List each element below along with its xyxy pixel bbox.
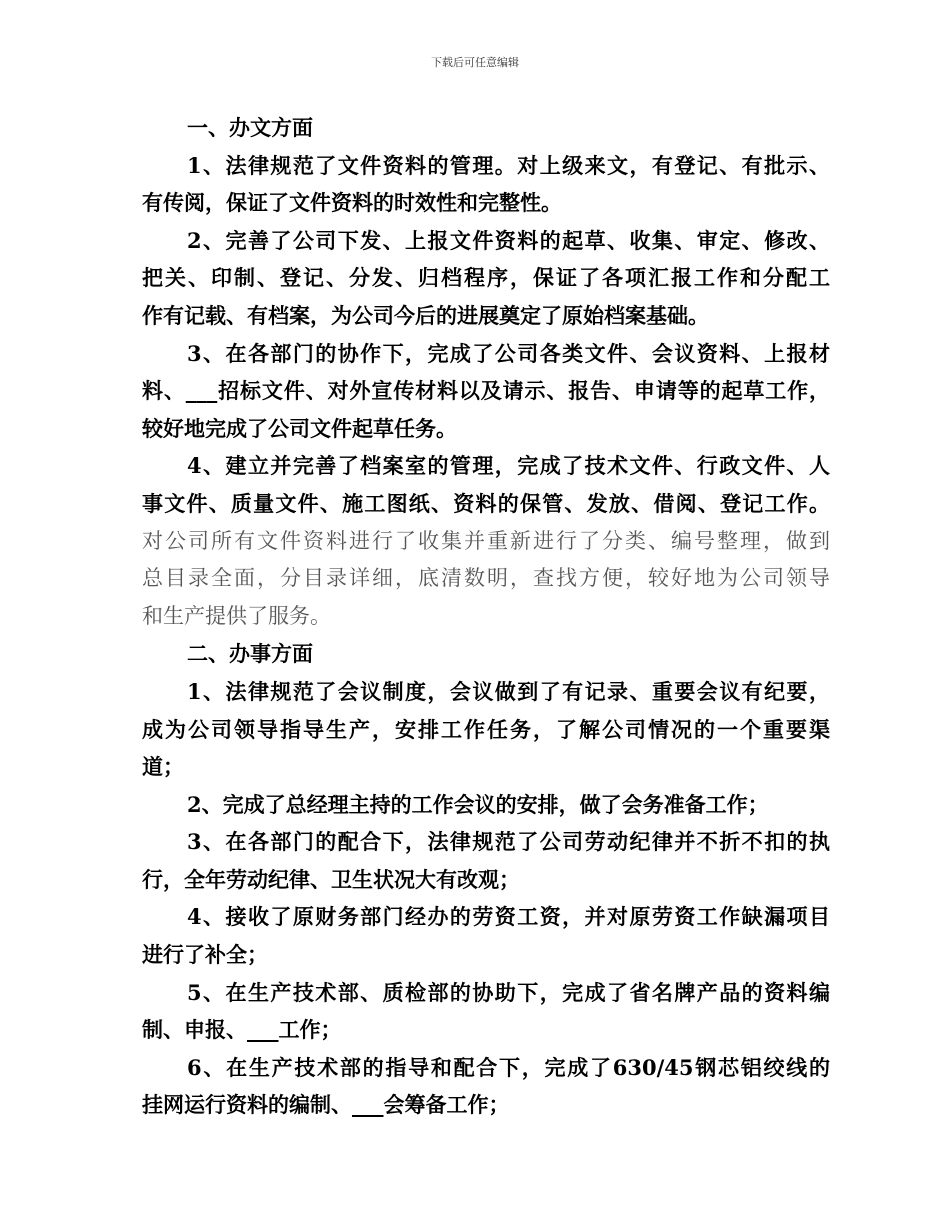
paragraph-line: 6、在生产技术部的指导和配合下，完成了630/45钢芯铝绞线的 — [187, 1054, 830, 1080]
paragraph-line: 事文件、质量文件、施工图纸、资料的保管、发放、借阅、登记工作。 — [142, 490, 830, 516]
paragraph-line: 较好地完成了公司文件起草任务。 — [142, 415, 457, 441]
paragraph-line: 行，全年劳动纪律、卫生状况大有改观； — [142, 866, 520, 892]
paragraph-line: 5、在生产技术部、质检部的协助下，完成了省名牌产品的资料编 — [187, 979, 830, 1005]
paragraph-line: 对公司所有文件资料进行了收集并重新进行了分类、编号整理，做到 — [142, 528, 830, 553]
paragraph-line: 制、申报、___工作； — [142, 1017, 342, 1043]
paragraph-line: 进行了补全； — [142, 942, 268, 968]
paragraph-line: 料、___招标文件、对外宣传材料以及请示、报告、申请等的起草工作， — [142, 378, 830, 404]
paragraph-line: 4、建立并完善了档案室的管理，完成了技术文件、行政文件、人 — [187, 453, 830, 479]
paragraph-line: 道； — [142, 754, 184, 780]
paragraph-line: 3、在各部门的协作下，完成了公司各类文件、会议资料、上报材 — [187, 340, 830, 366]
paragraph-line: 总目录全面，分目录详细，底清数明，查找方便，较好地为公司领导 — [142, 566, 830, 591]
section-heading-1: 一、办文方面 — [187, 115, 313, 140]
paragraph-line: 1、法律规范了会议制度，会议做到了有记录、重要会议有纪要， — [187, 678, 830, 704]
header-watermark: 下载后可任意编辑 — [431, 56, 519, 69]
paragraph-line: 4、接收了原财务部门经办的劳资工资，并对原劳资工作缺漏项目 — [187, 904, 830, 930]
section-heading-2: 二、办事方面 — [187, 641, 313, 667]
paragraph-line: 和生产提供了服务。 — [142, 603, 331, 628]
paragraph-line: 成为公司领导指导生产，安排工作任务，了解公司情况的一个重要渠 — [142, 716, 830, 742]
paragraph-line: 把关、印制、登记、分发、归档程序，保证了各项汇报工作和分配工 — [142, 265, 830, 291]
paragraph-line: 2、完成了总经理主持的工作会议的安排，做了会务准备工作； — [187, 791, 769, 817]
document-body — [142, 109, 830, 1124]
paragraph-line: 有传阅，保证了文件资料的时效性和完整性。 — [142, 190, 562, 216]
paragraph-line: 2、完善了公司下发、上报文件资料的起草、收集、审定、修改、 — [187, 227, 830, 253]
paragraph-line: 1、法律规范了文件资料的管理。对上级来文，有登记、有批示、 — [187, 152, 830, 178]
paragraph-line: 挂网运行资料的编制、___会筹备工作； — [142, 1092, 510, 1118]
paragraph-line: 作有记载、有档案，为公司今后的进展奠定了原始档案基础。 — [142, 302, 709, 328]
paragraph-line: 3、在各部门的配合下，法律规范了公司劳动纪律并不折不扣的执 — [187, 829, 830, 855]
